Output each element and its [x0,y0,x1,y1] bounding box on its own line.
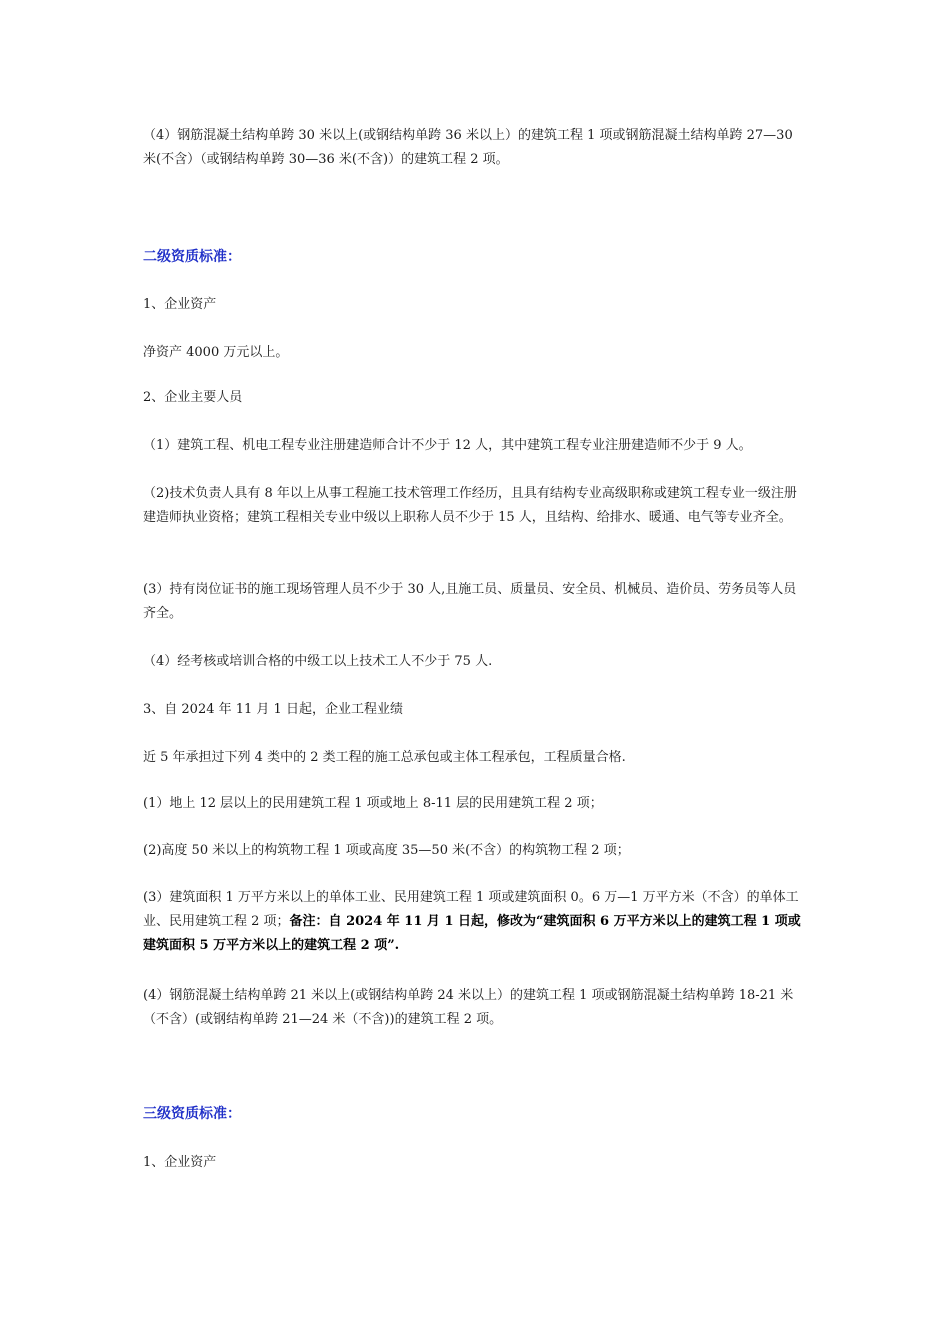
paragraph-performance-title: 3、自 2024 年 11 月 1 日起，企业工程业绩 [143,702,403,717]
paragraph-performance-1: (1）地上 12 层以上的民用建筑工程 1 项或地上 8-11 层的民用建筑工程 2 项； [143,796,603,811]
paragraph-personnel-1: （1）建筑工程、机电工程专业注册建造师合计不少于 12 人，其中建筑工程专业注册建造师不少于 9 人。 [143,438,752,453]
section-heading-level-3: 三级资质标准： [143,1106,241,1122]
paragraph-span-item-4: （4）钢筋混凝土结构单跨 30 米以上(或钢结构单跨 36 米以上）的建筑工程 1 项或钢筋混凝土结构单跨 27—30 米(不含）（或钢结构单跨 30—36 米(不含)）的建筑工程 2 项。 [143,128,793,167]
paragraph-personnel-2: （2)技术负责人具有 8 年以上从事工程施工技术管理工作经历，且具有结构专业高级职称或建筑工程专业一级注册建造师执业资格；建筑工程相关专业中级以上职称人员不少于 15 人，且结构、给排水、暖通、电气等专业齐全。 [143,486,797,525]
performance-3-text: (3）建筑面积 1 万平方米以上的单体工业、民用建筑工程 1 项或建筑面积 0。6 万—1 万平方米（不含）的单体工业、民用建筑工程 2 项； [143,890,799,929]
paragraph-performance-4: (4）钢筋混凝土结构单跨 21 米以上(或钢结构单跨 24 米以上）的建筑工程 1 项或钢筋混凝土结构单跨 18-21 米（不含）(或钢结构单跨 21—24 米（不含))的建筑工程 2 项。 [143,988,794,1027]
paragraph-personnel-3: (3）持有岗位证书的施工现场管理人员不少于 30 人,且施工员、质量员、安全员、机械员、造价员、劳务员等人员齐全。 [143,582,797,621]
paragraph-performance-2: (2)高度 50 米以上的构筑物工程 1 项或高度 35—50 米(不含）的构筑物工程 2 项； [143,843,630,858]
paragraph-performance-3 [143,886,807,958]
paragraph-personnel-title: 2、企业主要人员 [143,390,243,405]
paragraph-assets-title-level-3: 1、企业资产 [143,1155,217,1170]
section-heading-level-2: 二级资质标准： [143,249,241,265]
paragraph-personnel-4: （4）经考核或培训合格的中级工以上技术工人不少于 75 人. [143,654,493,669]
paragraph-performance-intro: 近 5 年承担过下列 4 类中的 2 类工程的施工总承包或主体工程承包，工程质量合格. [143,750,626,765]
paragraph-assets-title: 1、企业资产 [143,297,217,312]
performance-3-note: 备注：自 2024 年 11 月 1 日起，修改为“建筑面积 6 万平方米以上的建筑工程 1 项或建筑面积 5 万平方米以上的建筑工程 2 项”. [143,914,801,953]
paragraph-net-assets: 净资产 4000 万元以上。 [143,345,289,360]
